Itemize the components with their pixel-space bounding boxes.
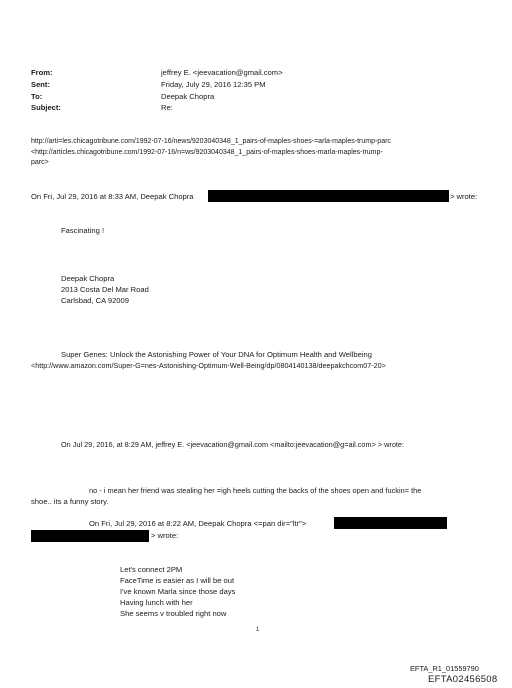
book-link: <http://www.amazon.com/Super-G=nes-Astonishing-Optimum-Well-Being/dp/0804140138/deepakchcom07-20> bbox=[31, 361, 386, 370]
quote3-intro: On Fri, Jul 29, 2016 at 8:22 AM, Deepak Chopra <=pan dir="ltr"> bbox=[89, 519, 307, 528]
link-line-3: parc> bbox=[31, 159, 49, 166]
link-line-1: http://arti=les.chicagotribune.com/1992-07-16/news/9203040348_1_pairs-of-maples-shoes-=arla-maples-trump-parc bbox=[31, 138, 391, 145]
signature-street: 2013 Costa Del Mar Road bbox=[61, 285, 149, 294]
link-line-2: <http://articles.chicagotribune.com/1992-07-16/n=ws/9203040348_1_pairs-of-maples-shoes-marla-maples-trump- bbox=[31, 149, 383, 156]
subject-label: Subject: bbox=[31, 103, 61, 112]
signature-name: Deepak Chopra bbox=[61, 274, 115, 283]
message-line-1: Let's connect 2PM bbox=[120, 565, 183, 574]
subject-value: Re: bbox=[161, 103, 173, 112]
message-line-3: I've known Marla since those days bbox=[120, 587, 236, 596]
sent-label: Sent: bbox=[31, 80, 50, 89]
quote1-intro: On Fri, Jul 29, 2016 at 8:33 AM, Deepak Chopra bbox=[31, 192, 194, 201]
message-line-2: FaceTime is easier as I will be out bbox=[120, 576, 235, 585]
redaction-block bbox=[334, 517, 447, 529]
signature-city: Carlsbad, CA 92009 bbox=[61, 296, 129, 305]
to-label: To: bbox=[31, 92, 43, 101]
quote3-wrote: > wrote: bbox=[151, 531, 179, 540]
from-value: jeffrey E. <jeevacation@gmail.com> bbox=[161, 68, 283, 77]
page-number: 1 bbox=[256, 627, 260, 633]
fascinating-text: Fascinating ! bbox=[61, 226, 105, 235]
book-title: Super Genes: Unlock the Astonishing Power of Your DNA for Optimum Health and Wellbeing bbox=[61, 350, 372, 359]
reply-line-1: no - i mean her friend was stealing her =igh heels cutting the backs of the shoes open and fuckin= the bbox=[89, 486, 422, 495]
redaction-block bbox=[208, 190, 449, 202]
to-value: Deepak Chopra bbox=[161, 92, 215, 101]
from-label: From: bbox=[31, 68, 53, 77]
sent-value: Friday, July 29, 2016 12:35 PM bbox=[161, 80, 266, 89]
quote1-wrote: > wrote: bbox=[450, 192, 478, 201]
quote2-intro: On Jul 29, 2016, at 8:29 AM, jeffrey E. <jeevacation@gmail.com <mailto:jeevacation@g=ail.com> > wrote: bbox=[61, 440, 405, 449]
redaction-block bbox=[31, 530, 149, 542]
bates-number-small: EFTA_R1_01559790 bbox=[410, 664, 479, 673]
bates-number-large: EFTA02456508 bbox=[428, 674, 498, 685]
message-line-4: Having lunch with her bbox=[120, 598, 193, 607]
message-line-5: She seems v troubled right now bbox=[120, 609, 227, 618]
reply-line-2: shoe.. its a funny story. bbox=[31, 497, 109, 506]
